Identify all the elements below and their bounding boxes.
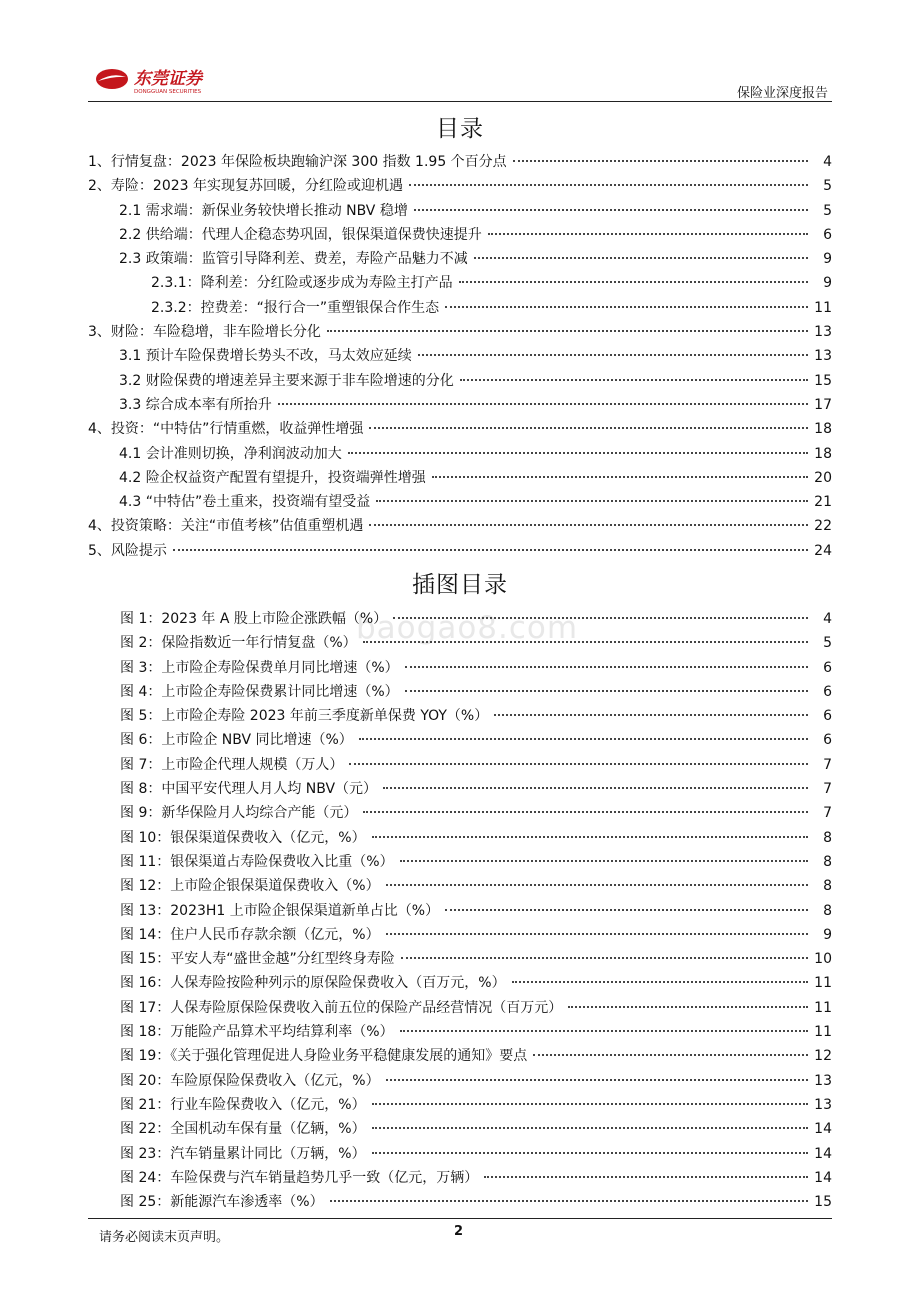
- figure-entry-text: 图 2：保险指数近一年行情复盘（%）: [120, 635, 357, 652]
- figure-entry[interactable]: [88, 923, 832, 947]
- dot-leader: [393, 617, 808, 619]
- figure-entry[interactable]: [88, 607, 832, 631]
- toc-entry[interactable]: [88, 344, 832, 368]
- toc-entry[interactable]: [88, 223, 832, 247]
- figure-entry-text: 图 18：万能险产品算术平均结算利率（%）: [120, 1024, 394, 1041]
- dot-leader: [533, 1054, 808, 1056]
- dot-leader: [568, 1006, 808, 1008]
- dot-leader: [513, 160, 808, 162]
- figure-entry-text: 图 3：上市险企寿险保费单月同比增速（%）: [120, 659, 399, 676]
- figure-entry-page: 13: [814, 1072, 832, 1089]
- dot-leader: [376, 500, 808, 502]
- toc-entry-text: 2.1 需求端：新保业务较快增长推动 NBV 稳增: [119, 202, 408, 219]
- dot-leader: [386, 933, 808, 935]
- figure-entry-text: 图 25：新能源汽车渗透率（%）: [120, 1194, 324, 1211]
- figure-entry-page: 4: [823, 611, 832, 627]
- figure-entry-page: 7: [823, 756, 832, 773]
- toc-entry[interactable]: [88, 466, 832, 490]
- dot-leader: [372, 836, 808, 838]
- dot-leader: [372, 1127, 808, 1129]
- dot-leader: [278, 403, 808, 405]
- toc-entry-page: 18: [814, 421, 832, 438]
- toc-entry-page: 17: [814, 396, 832, 413]
- dot-leader: [400, 860, 808, 862]
- toc-entry[interactable]: [88, 174, 832, 198]
- toc-entry[interactable]: [88, 320, 832, 344]
- figure-entry[interactable]: [88, 996, 832, 1020]
- figure-entry-text: 图 15：平安人寿“盛世金越”分红型终身寿险: [120, 951, 395, 968]
- toc-entry[interactable]: [88, 150, 832, 174]
- toc-entry[interactable]: [88, 247, 832, 271]
- figure-entry-text: 图 12：上市险企银保渠道保费收入（%）: [120, 878, 380, 895]
- figure-entry-text: 图 8：中国平安代理人月人均 NBV（元）: [120, 781, 378, 798]
- figure-entry[interactable]: [88, 656, 832, 680]
- toc-entry-page: 5: [823, 178, 832, 195]
- figure-entry[interactable]: [88, 1190, 832, 1214]
- figure-entry-text: 图 19：《关于强化管理促进人身险业务平稳健康发展的通知》要点: [120, 1048, 528, 1065]
- figure-entry-text: 图 24：车险保费与汽车销量趋势几乎一致（亿元，万辆）: [120, 1169, 479, 1186]
- toc-entry-text: 2.3.1：降利差：分红险或逐步成为寿险主打产品: [151, 275, 453, 292]
- logo-en-text: DONGGUAN SECURITIES: [134, 89, 202, 95]
- toc-title: 目录: [436, 116, 484, 142]
- figure-entry[interactable]: [88, 753, 832, 777]
- figure-entry-page: 9: [823, 926, 832, 943]
- toc-entry[interactable]: [88, 369, 832, 393]
- figure-entry-page: 13: [814, 1096, 832, 1113]
- dot-leader: [494, 714, 808, 716]
- figure-entry[interactable]: [88, 1166, 832, 1190]
- header-divider: [88, 101, 832, 102]
- dot-leader: [386, 884, 808, 886]
- toc-entry-page: 21: [814, 494, 832, 511]
- toc-entry[interactable]: [88, 514, 832, 538]
- toc-entry[interactable]: [88, 296, 832, 320]
- figure-entry-page: 6: [823, 732, 832, 749]
- dot-leader: [173, 549, 808, 551]
- company-logo: [94, 64, 254, 96]
- dot-leader: [348, 452, 808, 454]
- figure-entry-text: 图 1：2023 年 A 股上市险企涨跌幅（%）: [120, 611, 388, 627]
- figure-entry[interactable]: [88, 1142, 832, 1166]
- figure-entry-text: 图 11：银保渠道占寿险保费收入比重（%）: [120, 853, 394, 870]
- dot-leader: [445, 909, 808, 911]
- dot-leader: [372, 1103, 808, 1105]
- toc-entry-text: 2.3 政策端：监管引导降利差、费差，寿险产品魅力不减: [119, 251, 468, 268]
- dot-leader: [349, 763, 808, 765]
- dot-leader: [459, 281, 808, 283]
- figure-entry-text: 图 17：人保寿险原保险保费收入前五位的保险产品经营情况（百万元）: [120, 999, 563, 1016]
- toc-entry-text: 3.3 综合成本率有所抬升: [119, 396, 272, 413]
- figure-entry[interactable]: [88, 1117, 832, 1141]
- figure-entry-page: 10: [814, 951, 832, 968]
- logo-cn-text: 东莞证券: [134, 69, 202, 89]
- dot-leader: [383, 787, 808, 789]
- figure-entry-text: 图 23：汽车销量累计同比（万辆，%）: [120, 1145, 366, 1162]
- toc-entry-page: 9: [823, 251, 832, 268]
- toc-list: [88, 150, 832, 563]
- dot-leader: [386, 1079, 808, 1081]
- toc-entry-text: 2、寿险：2023 年实现复苏回暖，分红险或迎机遇: [88, 178, 403, 195]
- toc-entry-text: 3、财险：车险稳增，非车险增长分化: [88, 324, 321, 341]
- figure-entry[interactable]: [88, 680, 832, 704]
- figure-entry[interactable]: [88, 899, 832, 923]
- dot-leader: [330, 1200, 808, 1202]
- toc-entry-page: 4: [823, 154, 832, 170]
- figure-entry-text: 图 5：上市险企寿险 2023 年前三季度新单保费 YOY（%）: [120, 708, 489, 725]
- toc-entry-page: 18: [814, 445, 832, 462]
- figure-entry[interactable]: [88, 728, 832, 752]
- dot-leader: [460, 379, 808, 381]
- figure-entry[interactable]: [88, 631, 832, 655]
- figure-entry-page: 11: [814, 1024, 832, 1041]
- toc-entry[interactable]: [88, 539, 832, 563]
- figure-entry-page: 14: [814, 1169, 832, 1186]
- dot-leader: [414, 209, 808, 211]
- toc-entry-text: 4.3 “中特估”卷土重来，投资端有望受益: [119, 494, 371, 511]
- dot-leader: [401, 957, 808, 959]
- dot-leader: [405, 690, 808, 692]
- figure-entry-page: 8: [823, 878, 832, 895]
- figure-entry[interactable]: [88, 1093, 832, 1117]
- figure-entry[interactable]: [88, 850, 832, 874]
- figure-entry-text: 图 16：人保寿险按险种列示的原保险保费收入（百万元，%）: [120, 975, 506, 992]
- toc-entry-page: 15: [814, 372, 832, 389]
- toc-entry-page: 24: [814, 542, 832, 559]
- report-type-label: 保险业深度报告: [736, 86, 828, 101]
- figure-entry[interactable]: [88, 874, 832, 898]
- figure-entry[interactable]: [88, 1044, 832, 1068]
- figure-entry[interactable]: [88, 826, 832, 850]
- figure-entry-page: 11: [814, 999, 832, 1016]
- figure-entry[interactable]: [88, 801, 832, 825]
- dot-leader: [484, 1176, 808, 1178]
- figure-entry-text: 图 7：上市险企代理人规模（万人）: [120, 756, 344, 773]
- page-number: 2: [454, 1224, 464, 1239]
- figure-entry-page: 7: [823, 781, 832, 798]
- figure-entry-text: 图 9：新华保险月人均综合产能（元）: [120, 805, 358, 822]
- toc-entry-text: 5、风险提示: [88, 542, 167, 559]
- toc-entry-page: 20: [814, 469, 832, 486]
- figure-entry[interactable]: [88, 947, 832, 971]
- toc-entry-page: 22: [814, 518, 832, 535]
- toc-entry-text: 1、行情复盘：2023 年保险板块跑输沪深 300 指数 1.95 个百分点: [88, 154, 507, 170]
- figure-entry-page: 8: [823, 829, 832, 846]
- figure-entry-page: 5: [823, 635, 832, 652]
- dot-leader: [359, 738, 808, 740]
- dot-leader: [327, 330, 808, 332]
- toc-entry-text: 2.2 供给端：代理人企稳态势巩固，银保渠道保费快速提升: [119, 226, 482, 243]
- figure-entry-text: 图 10：银保渠道保费收入（亿元，%）: [120, 829, 366, 846]
- figure-entry-page: 7: [823, 805, 832, 822]
- toc-entry-text: 3.1 预计车险保费增长势头不改，马太效应延续: [119, 348, 412, 365]
- dot-leader: [400, 1030, 808, 1032]
- figure-entry-text: 图 13：2023H1 上市险企银保渠道新单占比（%）: [120, 902, 440, 919]
- dot-leader: [488, 233, 808, 235]
- toc-entry-page: 9: [823, 275, 832, 292]
- figure-entry-text: 图 22：全国机动车保有量（亿辆，%）: [120, 1121, 366, 1138]
- figure-list: [88, 607, 832, 1214]
- toc-entry-page: 13: [814, 324, 832, 341]
- figure-entry[interactable]: [88, 1020, 832, 1044]
- figure-entry-page: 8: [823, 902, 832, 919]
- dot-leader: [369, 427, 808, 429]
- toc-entry[interactable]: [88, 442, 832, 466]
- figure-entry-page: 14: [814, 1121, 832, 1138]
- toc-entry-text: 4、投资策略：关注“市值考核”估值重塑机遇: [88, 518, 364, 535]
- logo-emblem-icon: [94, 64, 254, 96]
- figure-entry-text: 图 6：上市险企 NBV 同比增速（%）: [120, 732, 353, 749]
- figure-entry-page: 14: [814, 1145, 832, 1162]
- figure-entry-page: 6: [823, 708, 832, 725]
- toc-entry-text: 4.1 会计准则切换，净利润波动加大: [119, 445, 342, 462]
- toc-entry-page: 6: [823, 226, 832, 243]
- figure-entry-text: 图 4：上市险企寿险保费累计同比增速（%）: [120, 683, 399, 700]
- toc-entry[interactable]: [88, 490, 832, 514]
- figure-entry-text: 图 21：行业车险保费收入（亿元，%）: [120, 1096, 366, 1113]
- dot-leader: [405, 666, 808, 668]
- dot-leader: [432, 476, 808, 478]
- figure-entry[interactable]: [88, 1069, 832, 1093]
- toc-entry[interactable]: [88, 271, 832, 295]
- toc-entry-text: 2.3.2：控费差：“报行合一”重塑银保合作生态: [151, 299, 440, 316]
- dot-leader: [369, 524, 808, 526]
- dot-leader: [363, 811, 808, 813]
- toc-entry[interactable]: [88, 417, 832, 441]
- footer-divider: [88, 1218, 832, 1219]
- figure-entry-page: 8: [823, 853, 832, 870]
- figure-list-title: 插图目录: [412, 572, 508, 598]
- dot-leader: [474, 257, 808, 259]
- dot-leader: [363, 641, 808, 643]
- dot-leader: [512, 981, 808, 983]
- disclaimer-note: 请务必阅读末页声明。: [99, 1230, 230, 1245]
- figure-entry[interactable]: [88, 777, 832, 801]
- figure-entry-page: 12: [814, 1048, 832, 1065]
- figure-entry-page: 6: [823, 659, 832, 676]
- figure-entry-text: 图 14：住户人民币存款余额（亿元，%）: [120, 926, 380, 943]
- toc-entry-page: 5: [823, 202, 832, 219]
- figure-entry-page: 15: [814, 1194, 832, 1211]
- figure-entry-text: 图 20：车险原保险保费收入（亿元，%）: [120, 1072, 380, 1089]
- toc-entry-page: 11: [814, 299, 832, 316]
- toc-entry-text: 3.2 财险保费的增速差异主要来源于非车险增速的分化: [119, 372, 454, 389]
- toc-entry-page: 13: [814, 348, 832, 365]
- figure-entry[interactable]: [88, 704, 832, 728]
- dot-leader: [372, 1152, 808, 1154]
- figure-entry[interactable]: [88, 971, 832, 995]
- dot-leader: [409, 184, 808, 186]
- toc-entry-text: 4.2 险企权益资产配置有望提升，投资端弹性增强: [119, 469, 426, 486]
- dot-leader: [445, 306, 808, 308]
- toc-entry-text: 4、投资：“中特估”行情重燃，收益弹性增强: [88, 421, 364, 438]
- dot-leader: [418, 354, 808, 356]
- figure-entry-page: 11: [814, 975, 832, 992]
- toc-entry[interactable]: [88, 393, 832, 417]
- page-header: [88, 62, 832, 102]
- watermark: baogao8.com: [356, 610, 579, 646]
- figure-entry-page: 6: [823, 683, 832, 700]
- toc-entry[interactable]: [88, 199, 832, 223]
